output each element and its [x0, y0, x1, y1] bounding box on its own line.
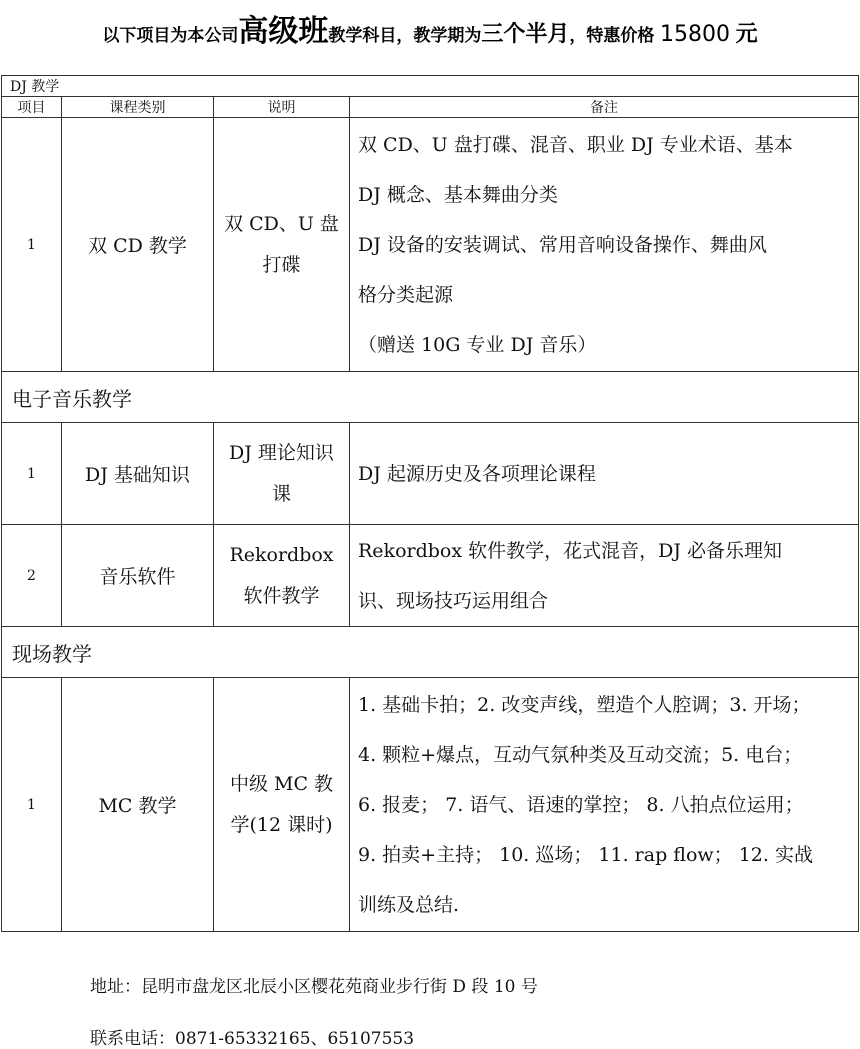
document-title [0, 0, 860, 60]
column-header-notes: 备注 [350, 97, 859, 118]
column-header-category: 课程类别 [62, 97, 214, 118]
title-duration: 三个半月 [481, 22, 570, 47]
row-note-line: Rekordbox 软件教学，花式混音，DJ 必备乐理知 [358, 539, 782, 562]
row-item-number: 1 [2, 678, 62, 932]
row-category: MC 教学 [62, 678, 214, 932]
footer-phone: 联系电话：0871-65332165、65107553 [90, 1029, 415, 1049]
row-note-line: 双 CD、U 盘打碟、混音、职业 DJ 专业术语、基本 [358, 133, 793, 156]
row-category: 双 CD 教学 [62, 118, 214, 372]
title-part-1: 以下项目为本公司 [102, 26, 239, 46]
row-description [214, 525, 350, 627]
row-item-number: 1 [2, 423, 62, 525]
row-note-line: 9. 拍卖+主持； 10. 巡场； 11. rap flow； 12. 实战 [358, 843, 813, 866]
column-header-description: 说明 [214, 97, 350, 118]
row-category: 音乐软件 [62, 525, 214, 627]
row-description-line: 软件教学 [243, 584, 320, 607]
table-row [2, 118, 859, 372]
title-part-3: 教学科目，教学期为 [328, 26, 482, 46]
row-description-line: DJ 理论知识 [229, 441, 334, 464]
row-notes [350, 118, 859, 372]
row-item-number: 2 [2, 525, 62, 627]
title-price: 15800 [660, 22, 730, 47]
row-notes [350, 423, 859, 525]
row-notes [350, 525, 859, 627]
row-item-number: 1 [2, 118, 62, 372]
row-description-line: 中级 MC 教 [229, 772, 334, 795]
title-currency: 元 [735, 22, 758, 47]
table-row [2, 678, 859, 932]
row-description [214, 678, 350, 932]
row-category: DJ 基础知识 [62, 423, 214, 525]
section-dj-title: DJ 教学 [2, 76, 859, 97]
column-header-item: 项目 [2, 97, 62, 118]
row-note-line: DJ 设备的安装调试、常用音响设备操作、舞曲风 [358, 233, 767, 256]
row-note-line: 格分类起源 [358, 283, 454, 306]
row-note-line: DJ 概念、基本舞曲分类 [358, 183, 558, 206]
table-row [2, 525, 859, 627]
curriculum-table [1, 75, 859, 932]
row-notes [350, 678, 859, 932]
row-note-line: 4. 颗粒+爆点，互动气氛种类及互动交流；5. 电台； [358, 743, 803, 766]
table-row [2, 423, 859, 525]
row-description-line: 双 CD、U 盘 [224, 212, 339, 235]
row-note-line: 训练及总结. [358, 893, 460, 916]
row-note-line: 1. 基础卡拍；2. 改变声线，塑造个人腔调；3. 开场； [358, 693, 811, 716]
row-note-line: 识、现场技巧运用组合 [358, 589, 549, 612]
row-note-line: （赠送 10G 专业 DJ 音乐） [358, 333, 597, 356]
row-description [214, 423, 350, 525]
row-description [214, 118, 350, 372]
title-part-5: ，特惠价格 [569, 26, 655, 46]
row-note-line: 6. 报麦； 7. 语气、语速的掌控； 8. 八拍点位运用； [358, 793, 804, 816]
row-description-line: 课 [271, 482, 291, 505]
row-note-line: DJ 起源历史及各项理论课程 [358, 462, 596, 485]
row-description-line: Rekordbox [229, 543, 334, 566]
row-description-line: 学(12 课时) [230, 813, 333, 836]
title-class-name: 高级班 [238, 14, 329, 49]
section-live-title: 现场教学 [2, 627, 859, 678]
footer-address: 地址：昆明市盘龙区北辰小区樱花苑商业步行街 D 段 10 号 [90, 977, 538, 997]
row-description-line: 打碟 [262, 253, 301, 276]
section-electronic-title: 电子音乐教学 [2, 372, 859, 423]
